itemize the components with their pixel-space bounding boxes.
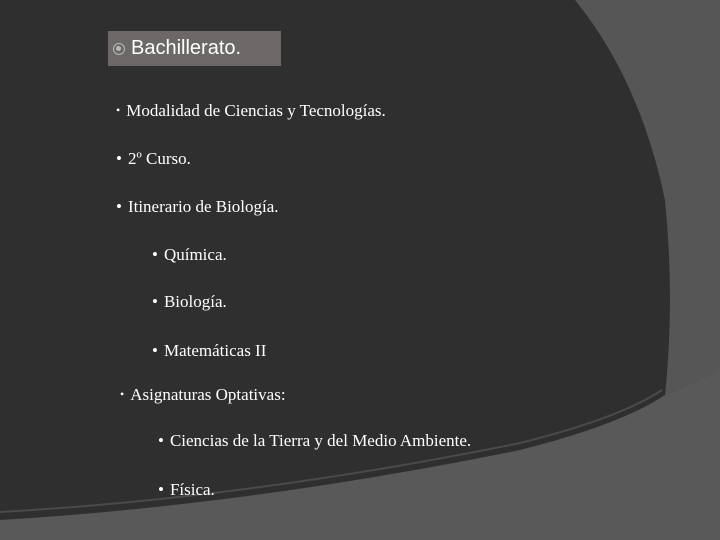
list-item-text: Ciencias de la Tierra y del Medio Ambiente.: [169, 431, 472, 450]
bullet-icon: •: [116, 197, 122, 216]
list-item-text: Itinerario de Biología.: [127, 197, 279, 216]
bullet-icon: •: [116, 149, 122, 168]
bullet-icon: •: [152, 341, 158, 360]
slide-title: Bachillerato.: [131, 37, 242, 59]
list-item-text: 2º Curso.: [127, 149, 191, 168]
list-item: [152, 245, 227, 265]
list-item: [116, 197, 279, 217]
slide-title-box: [108, 31, 281, 66]
list-item-text: Biología.: [163, 292, 227, 311]
radio-bullet-icon: [113, 43, 125, 55]
list-item-text: Química.: [163, 245, 227, 264]
list-item: [152, 292, 227, 312]
list-item-text: Asignaturas Optativas:: [130, 385, 286, 404]
list-item: [120, 385, 286, 405]
list-item-text: Modalidad de Ciencias y Tecnologías.: [126, 101, 386, 120]
list-item: [116, 149, 191, 169]
list-item-text: Matemáticas II: [163, 341, 267, 360]
list-item: [158, 431, 471, 451]
bullet-icon: •: [116, 103, 121, 117]
list-item: [116, 101, 386, 121]
bullet-icon: •: [120, 387, 125, 401]
list-item: [158, 480, 215, 500]
list-item-text: Física.: [169, 480, 215, 499]
list-item: [152, 341, 266, 361]
bullet-icon: •: [152, 292, 158, 311]
bullet-icon: •: [158, 431, 164, 450]
bullet-icon: •: [158, 480, 164, 499]
bullet-icon: •: [152, 245, 158, 264]
